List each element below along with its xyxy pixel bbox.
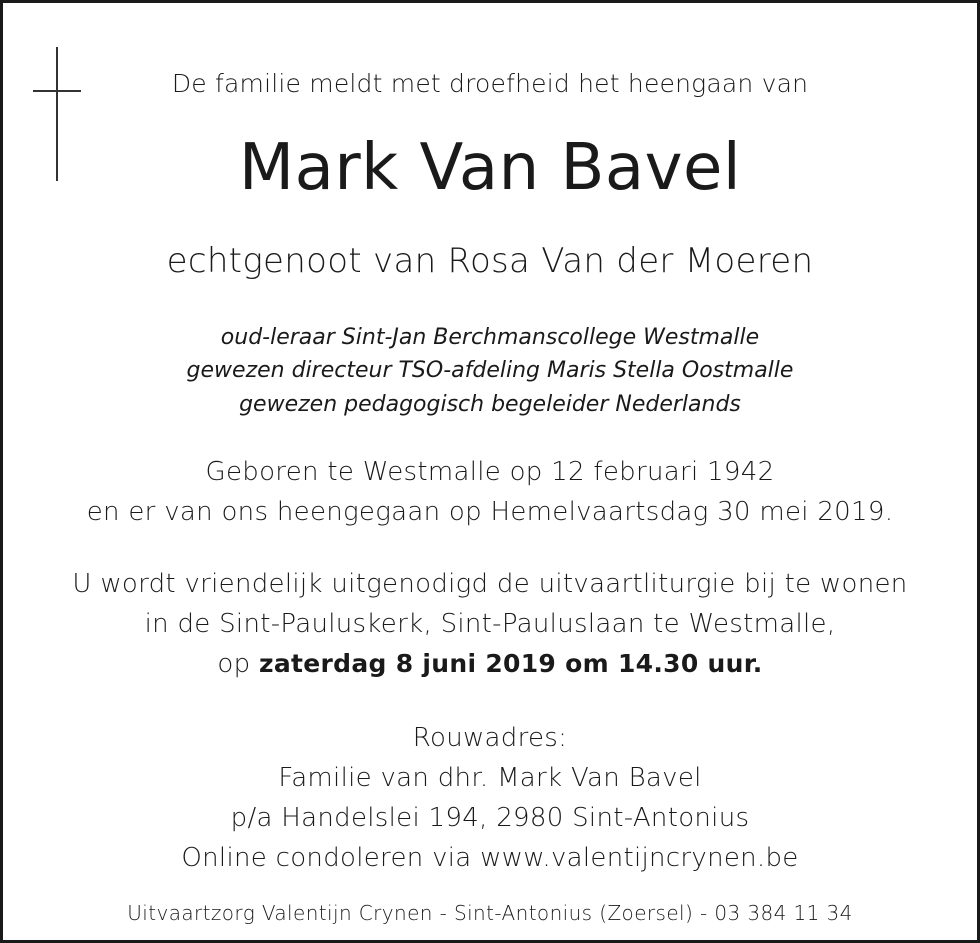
death-text: en er van ons heengegaan op Hemelvaartsdag 30 mei 2019. (86, 497, 894, 527)
intro-text: De familie meldt met droefheid het heengaan van (171, 69, 809, 98)
funeral-home-footer: Uitvaartzorg Valentijn Crynen - Sint-Antonius (Zoersel) - 03 384 11 34 (127, 901, 853, 925)
funeral-datetime: zaterdag 8 juni 2019 om 14.30 uur. (258, 649, 763, 678)
address-heading: Rouwadres: (412, 723, 568, 753)
funeral-datetime-prefix: op (217, 649, 251, 679)
condolence-line: Online condoleren via www.valentijncrynen.be (181, 843, 799, 873)
address-line: p/a Handelslei 194, 2980 Sint-Antonius (230, 803, 750, 833)
role-line: gewezen directeur TSO-afdeling Maris Stella Oostmalle (186, 358, 794, 383)
funeral-location: in de Sint-Pauluskerk, Sint-Pauluslaan te Westmalle, (144, 609, 836, 639)
address-line: Familie van dhr. Mark Van Bavel (278, 763, 702, 793)
spouse-text: echtgenoot van Rosa Van der Moeren (166, 241, 814, 281)
funeral-invitation: U wordt vriendelijk uitgenodigd de uitvaartliturgie bij te wonen (72, 569, 908, 599)
role-line: gewezen pedagogisch begeleider Nederlands (239, 392, 741, 417)
birth-text: Geboren te Westmalle op 12 februari 1942 (205, 457, 775, 487)
funeral-datetime-line (3, 649, 977, 679)
deceased-name: Mark Van Bavel (238, 131, 742, 205)
role-line: oud-leraar Sint-Jan Berchmanscollege Westmalle (220, 325, 760, 350)
